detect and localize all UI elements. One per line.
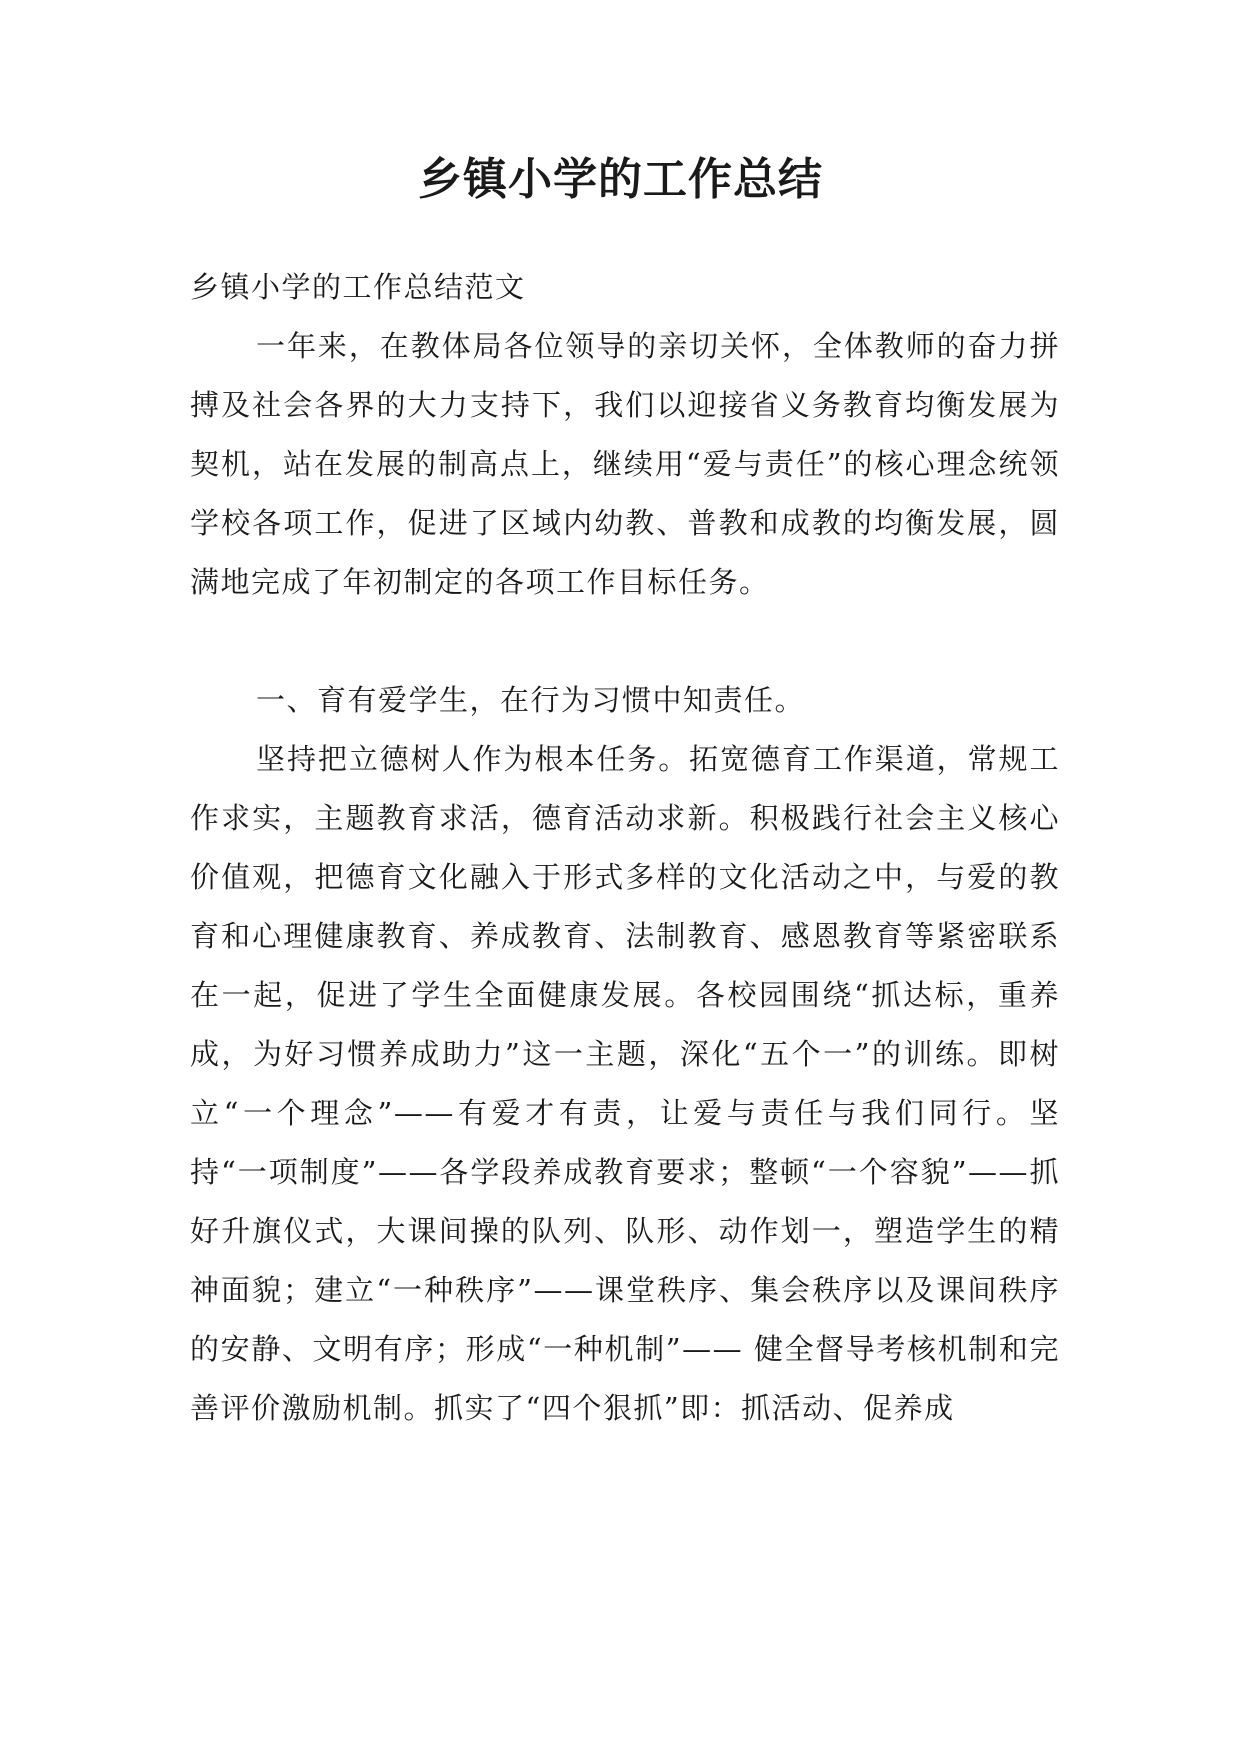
document-title: 乡镇小学的工作总结 [418, 154, 823, 205]
document-subtitle: 乡镇小学的工作总结范文 [190, 270, 526, 304]
intro-paragraph: 一年来，在教体局各位领导的亲切关怀，全体教师的奋力拼搏及社会各界的大力支持下，我们以迎接省义务教育均衡发展为契机，站在发展的制高点上，继续用“爱与责任”的核心理念统领学校各项工作，促进了区域内幼教、普教和成教的均衡发展，圆满地完成了年初制定的各项工作目标任务。 [190, 329, 1060, 599]
section-paragraph: 坚持把立德树人作为根本任务。拓宽德育工作渠道，常规工作求实，主题教育求活，德育活动求新。积极践行社会主义核心价值观，把德育文化融入于形式多样的文化活动之中，与爱的教育和心理健康教育、养成教育、法制教育、感恩教育等紧密联系在一起，促进了学生全面健康发展。各校园围绕“抓达标，重养成，为好习惯养成助力”这一主题，深化“五个一”的训练。即树立“一个理念”——有爱才有责，让爱与责任与我们同行。坚持“一项制度”——各学段养成教育要求；整顿“一个容貌”——抓好升旗仪式，大课间操的队列、队形、动作划一，塑造学生的精神面貌；建立“一种秩序”——课堂秩序、集会秩序以及课间秩序的安静、文明有序；形成“一种机制”—— 健全督导考核机制和完善评价激励机制。抓实了“四个狠抓”即：抓活动、促养成 [190, 742, 1060, 1425]
paragraph-spacer [190, 612, 1060, 671]
section-heading: 一、育有爱学生，在行为习惯中知责任。 [256, 683, 806, 717]
document-body [190, 258, 1060, 1438]
